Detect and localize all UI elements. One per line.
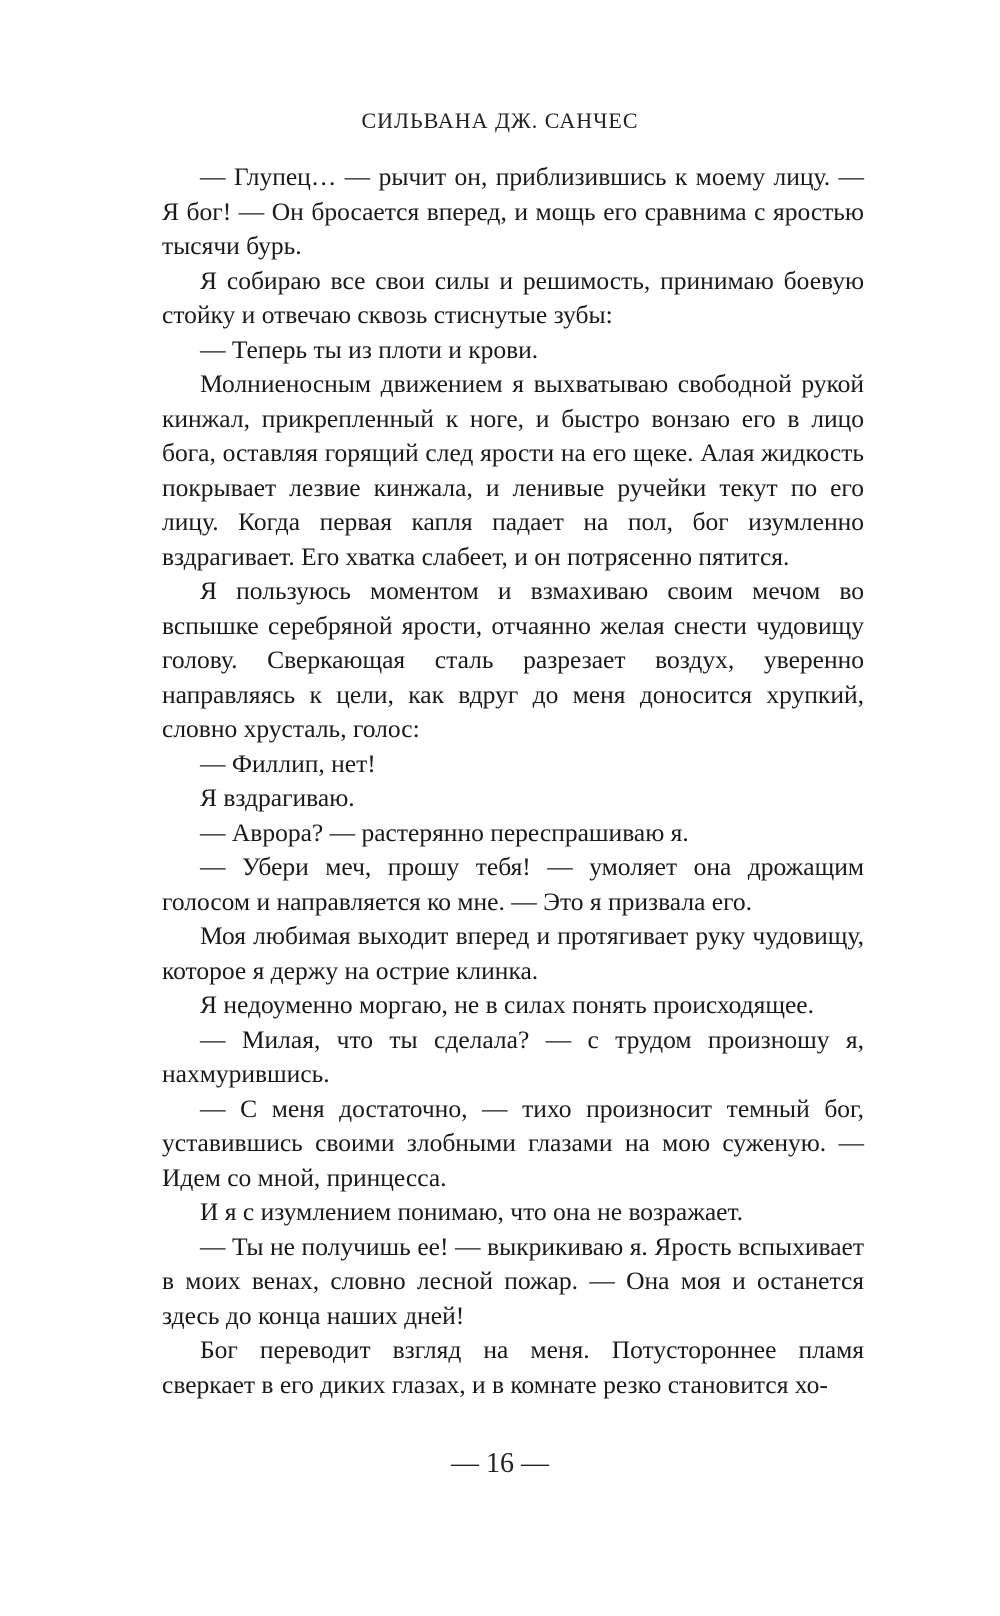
paragraph: — Филлип, нет! xyxy=(200,748,376,778)
paragraph: Я вздрагиваю. xyxy=(200,783,355,812)
paragraph: Я недоуменно моргаю, не в силах понять происходящее. xyxy=(200,990,814,1019)
paragraph: — Убери меч, прошу тебя! — умоляет она дрожащим голосом и направляется ко мне. — Это я призвала его. xyxy=(162,852,864,916)
paragraph: — Глупец… — рычит он, приблизившись к моему лицу. — Я бог! — Он бросается вперед, и мощь его сравнима с яростью тысячи бурь. xyxy=(162,162,864,260)
paragraph: Бог переводит взгляд на меня. Потустороннее пламя сверкает в его диких глазах, и в комнате резко становится хо- xyxy=(162,1335,864,1399)
paragraph: — С меня достаточно, — тихо произносит темный бог, уставившись своими злобными глазами на мою суженую. — Идем со мной, принцесса. xyxy=(162,1093,864,1192)
paragraph: — Теперь ты из плоти и крови. xyxy=(200,334,539,364)
body-text xyxy=(162,160,864,1402)
page-number: — 16 — xyxy=(451,1448,549,1479)
paragraph: Молниеносным движением я выхватываю свободной рукой кинжал, прикрепленный к ноге, и быстро вонзаю его в лицо бога, оставляя горящий след ярости на его щеке. Алая жидкость покрывает лезвие кинжала, и ленивые ручейки текут по его лицу. Когда первая капля падает на пол, бог изумленно вздрагивает. Его хватка слабеет, и он потрясенно пятится. xyxy=(162,369,864,571)
paragraph: Я собираю все свои силы и решимость, принимаю боевую стойку и отвечаю сквозь стиснутые зубы: xyxy=(162,265,864,329)
paragraph: Я пользуюсь моментом и взмахиваю своим мечом во вспышке серебряной ярости, отчаянно желая снести чудовищу голову. Сверкающая сталь разрезает воздух, уверенно направляясь к цели, как вдруг до меня доносится хрупкий, словно хрусталь, голос: xyxy=(162,576,864,743)
paragraph: Моя любимая выходит вперед и протягивает руку чудовищу, которое я держу на острие клинка. xyxy=(162,921,864,985)
paragraph: — Ты не получишь ее! — выкрикиваю я. Ярость вспыхивает в моих венах, словно лесной пожар. — Она моя и останется здесь до конца наших дней! xyxy=(162,1231,864,1330)
paragraph: И я с изумлением понимаю, что она не возражает. xyxy=(200,1197,744,1226)
running-head-author: СИЛЬВАНА ДЖ. САНЧЕС xyxy=(361,108,639,133)
paragraph: — Аврора? — растерянно переспрашиваю я. xyxy=(200,817,689,847)
paragraph: — Милая, что ты сделала? — с трудом произношу я, нахмурившись. xyxy=(162,1024,864,1088)
